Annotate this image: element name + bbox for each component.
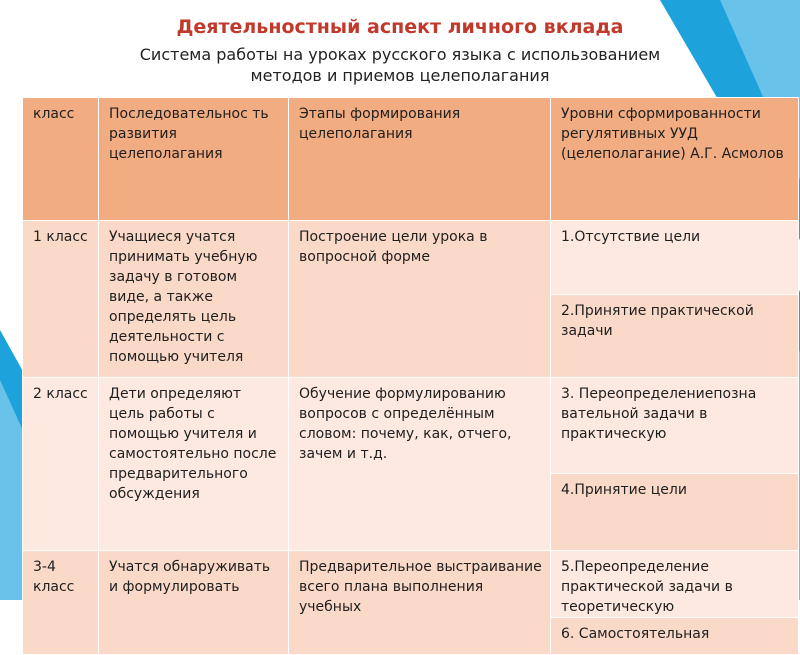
level-cell: 1.Отсутствие цели <box>551 221 799 295</box>
level-cell: 4.Принятие цели <box>551 474 799 551</box>
level-cell: 2.Принятие практической задачи <box>551 295 799 378</box>
subtitle-line-1: Система работы на уроках русского языка с использованием <box>139 45 661 64</box>
grade-cell: 3-4 класс <box>23 551 99 655</box>
table-row <box>23 378 799 474</box>
header-class: класс <box>23 98 99 221</box>
header-sequence: Последовательнос ть развития целеполагания <box>99 98 289 221</box>
header-levels: Уровни сформированности регулятивных УУД (целеполагание) А.Г. Асмолов <box>551 98 799 221</box>
level-cell: 3. Переопределениепозна вательной задачи в практическую <box>551 378 799 474</box>
stages-cell: Предварительное выстраивание всего плана выполнения учебных <box>289 551 551 655</box>
stages-cell: Построение цели урока в вопросной форме <box>289 221 551 378</box>
level-cell: 6. Самостоятельная <box>551 618 799 655</box>
grade-cell: 2 класс <box>23 378 99 551</box>
subtitle-line-2: методов и приемов целеполагания <box>250 66 550 85</box>
table-row <box>23 551 799 618</box>
stages-cell: Обучение формулированию вопросов с определённым словом: почему, как, отчего, зачем и т.д. <box>289 378 551 551</box>
slide-title: Деятельностный аспект личного вклада <box>176 16 624 38</box>
sequence-cell: Учащиеся учатся принимать учебную задачу в готовом виде, а также определять цель деятельности с помощью учителя <box>99 221 289 378</box>
goal-setting-table <box>22 97 799 655</box>
sequence-cell: Дети определяют цель работы с помощью учителя и самостоятельно после предварительного обсуждения <box>99 378 289 551</box>
table-row <box>23 221 799 295</box>
header-stages: Этапы формирования целеполагания <box>289 98 551 221</box>
sequence-cell: Учатся обнаруживать и формулировать <box>99 551 289 655</box>
level-cell: 5.Переопределение практической задачи в теоретическую <box>551 551 799 618</box>
slide-subtitle <box>100 44 700 86</box>
grade-cell: 1 класс <box>23 221 99 378</box>
table-header-row <box>23 98 799 221</box>
